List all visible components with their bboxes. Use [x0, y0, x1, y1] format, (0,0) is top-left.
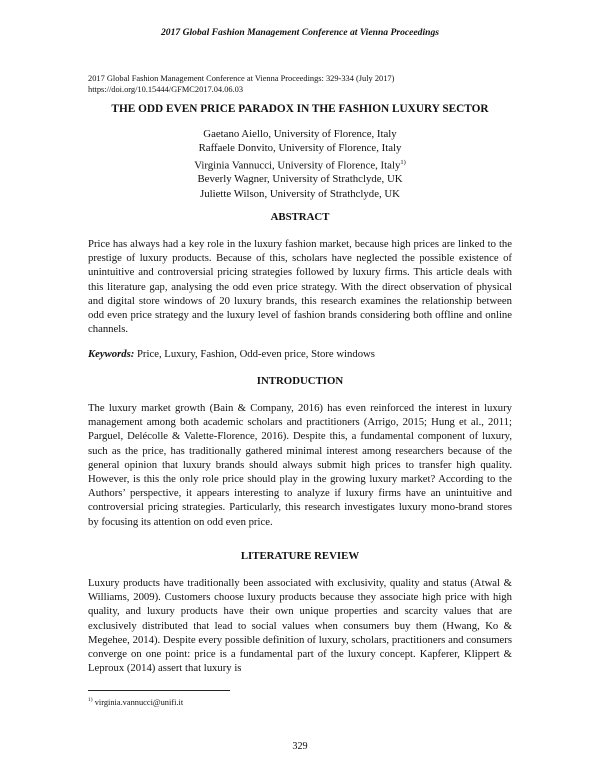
keywords-label: Keywords:: [88, 348, 135, 360]
author-line: Gaetano Aiello, University of Florence, Italy: [203, 128, 397, 140]
keywords-text: Price, Luxury, Fashion, Odd-even price, Store windows: [136, 348, 375, 360]
author-line: Raffaele Donvito, University of Florence, Italy: [198, 142, 402, 155]
author-line: [0, 156, 600, 173]
footnote-email: virginia.vannucci@unifi.it: [94, 697, 184, 707]
author-line: Juliette Wilson, University of Strathclyde, UK: [200, 187, 400, 200]
citation-line: 2017 Global Fashion Management Conference at Vienna Proceedings: 329-334 (July 2017): [88, 74, 395, 83]
literature-review-heading: LITERATURE REVIEW: [240, 550, 360, 562]
abstract-text: Price has always had a key role in the luxury fashion market, because high prices are linked to the prestige of luxury products. Because of this, scholars have neglected the possible existence of unintuitive and controversial pricing strategies followed by luxury firms. This article deals with this literature gap, analysing the odd even price strategy. With the direct observation of physical and digital store windows of 20 luxury brands, this research examines the relationship between odd even price strategy and the luxury level of fashion brands considering both offline and online channels.: [88, 238, 512, 336]
literature-review-text: Luxury products have traditionally been associated with exclusivity, quality and status (Atwal & Williams, 2009). Customers choose luxury products because they associate high price with high quality, and luxury products have their own unique properties and scarcity values that are exclusively distributed that lead to social values when consumers buy them (Hwang, Ko & Megehee, 2014). Despite every possible definition of luxury, scholars, practitioners and consumers converge on one point: price is a fundamental part of the luxury concept. Kapferer, Klippert & Leproux (2014) assert that luxury is: [88, 577, 512, 675]
citation-block: [88, 73, 528, 96]
author-line: Beverly Wagner, University of Strathclyde, UK: [197, 173, 403, 186]
doi-line: https://doi.org/10.15444/GFMC2017.04.06.03: [88, 85, 244, 95]
running-head: 2017 Global Fashion Management Conference at Vienna Proceedings: [161, 27, 439, 38]
introduction-heading: INTRODUCTION: [256, 375, 344, 387]
author-name: Virginia Vannucci, University of Florence, Italy: [194, 159, 401, 172]
keywords-line: [88, 347, 512, 361]
footnote-divider: [88, 690, 230, 691]
page-number: 329: [292, 741, 308, 752]
abstract-heading: ABSTRACT: [270, 211, 330, 223]
footnote: [88, 697, 183, 707]
footnote-marker: 1): [400, 158, 406, 166]
paper-title: THE ODD EVEN PRICE PARADOX IN THE FASHION LUXURY SECTOR: [111, 103, 489, 115]
footnote-marker: 1): [88, 697, 93, 703]
author-list: [0, 127, 600, 201]
introduction-text: The luxury market growth (Bain & Company, 2016) has even reinforced the interest in luxury management among both academic scholars and practitioners (Arrigo, 2015; Hung et al., 2011; Parguel, Delécolle & Valette-Florence, 2016). Despite this, a fundamental component of luxury, such as the price, has traditionally gathered minimal interest among researchers because of the general opinion that luxury brands should always submit high prices to transfer high quality. However, is this the only role price should play in the growing luxury market? According to the Authors’ perspective, it appears interesting to analyze if luxury firms have an unintuitive and controversial pricing strategies. Particularly, this research investigates luxury mono-brand stores by focusing its attention on odd even price.: [88, 402, 512, 528]
